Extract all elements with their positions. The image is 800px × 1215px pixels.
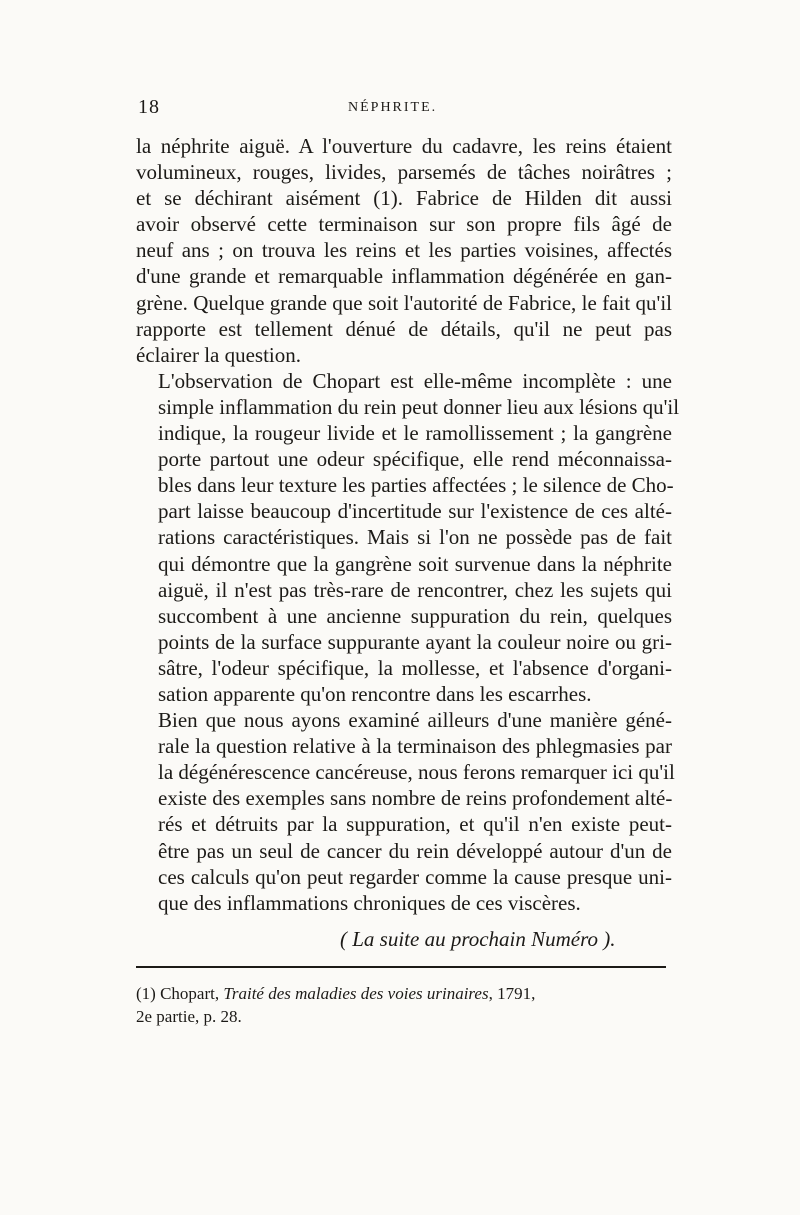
body-text <box>136 133 680 916</box>
text-line: qui démontre que la gangrène soit survenue dans la néphrite <box>158 551 672 576</box>
text-line: rapporte est tellement dénué de détails, qu'il ne peut pas <box>136 316 672 341</box>
text-line: sation apparente qu'on rencontre dans les escarrhes. <box>158 681 592 706</box>
text-line: la néphrite aiguë. A l'ouverture du cadavre, les reins étaient <box>136 134 672 158</box>
text-line: la dégénérescence cancéreuse, nous ferons remarquer ici qu'il <box>158 760 675 785</box>
page-header <box>138 96 670 124</box>
running-head: NÉPHRITE. <box>348 100 438 115</box>
page-number: 18 <box>138 96 160 118</box>
text-line: part laisse beaucoup d'incertitude sur l'existence de ces alté- <box>158 499 672 524</box>
text-line: rés et détruits par la suppuration, et qu'il n'en existe peut- <box>158 812 672 837</box>
text-line: que des inflammations chroniques de ces viscères. <box>158 890 581 915</box>
text-line: Bien que nous ayons examiné ailleurs d'une manière géné- <box>158 708 672 733</box>
paragraph-1 <box>136 133 672 368</box>
text-line: indique, la rougeur livide et le ramollissement ; la gangrène <box>158 421 672 446</box>
text-line: points de la surface suppurante ayant la couleur noire ou gri- <box>158 629 672 654</box>
footnote-suffix: , 1791, <box>488 984 536 1003</box>
text-line: avoir observé cette terminaison sur son propre fils âgé de <box>136 212 672 237</box>
paragraph-2 <box>136 368 680 707</box>
paragraph-3 <box>136 707 675 916</box>
text-line: existe des exemples sans nombre de reins profondement alté- <box>158 786 673 811</box>
text-line: rale la question relative à la terminaison des phlegmasies par <box>158 734 672 759</box>
text-line: sâtre, l'odeur spécifique, la mollesse, et l'absence d'organi- <box>158 655 672 680</box>
footnote-line: 2e partie, p. 28. <box>136 1007 242 1026</box>
text-line: d'une grande et remarquable inflammation dégénérée en gan- <box>136 264 672 289</box>
footnote <box>136 982 672 1028</box>
footnote-title: Traité des maladies des voies urinaires <box>223 984 489 1003</box>
text-line: neuf ans ; on trouva les reins et les parties voisines, affectés <box>136 238 672 263</box>
text-line: ces calculs qu'on peut regarder comme la cause presque uni- <box>158 864 672 889</box>
text-line: bles dans leur texture les parties affectées ; le silence de Cho- <box>158 473 674 498</box>
footnote-prefix: (1) Chopart, <box>136 984 224 1003</box>
text-line: aiguë, il n'est pas très-rare de rencontrer, chez les sujets qui <box>158 577 672 602</box>
text-line: simple inflammation du rein peut donner lieu aux lésions qu'il <box>158 394 680 419</box>
text-line: grène. Quelque grande que soit l'autorité de Fabrice, le fait qu'il <box>136 290 672 315</box>
text-line: rations caractéristiques. Mais si l'on ne possède pas de fait <box>158 525 672 550</box>
text-line: porte partout une odeur spécifique, elle rend méconnaissa- <box>158 447 672 472</box>
continued-note: ( La suite au prochain Numéro ). <box>340 927 616 951</box>
text-line: L'observation de Chopart est elle-même incomplète : une <box>158 368 672 393</box>
text-line: succombent à une ancienne suppuration du rein, quelques <box>158 603 672 628</box>
text-line: éclairer la question. <box>136 342 302 367</box>
text-line: être pas un seul de cancer du rein développé autour d'un de <box>158 838 672 863</box>
footnote-rule <box>136 966 666 968</box>
text-line: et se déchirant aisément (1). Fabrice de Hilden dit aussi <box>136 186 672 211</box>
footnote-line <box>136 982 672 1005</box>
text-line: volumineux, rouges, livides, parsemés de tâches noirâtres ; <box>136 160 672 185</box>
